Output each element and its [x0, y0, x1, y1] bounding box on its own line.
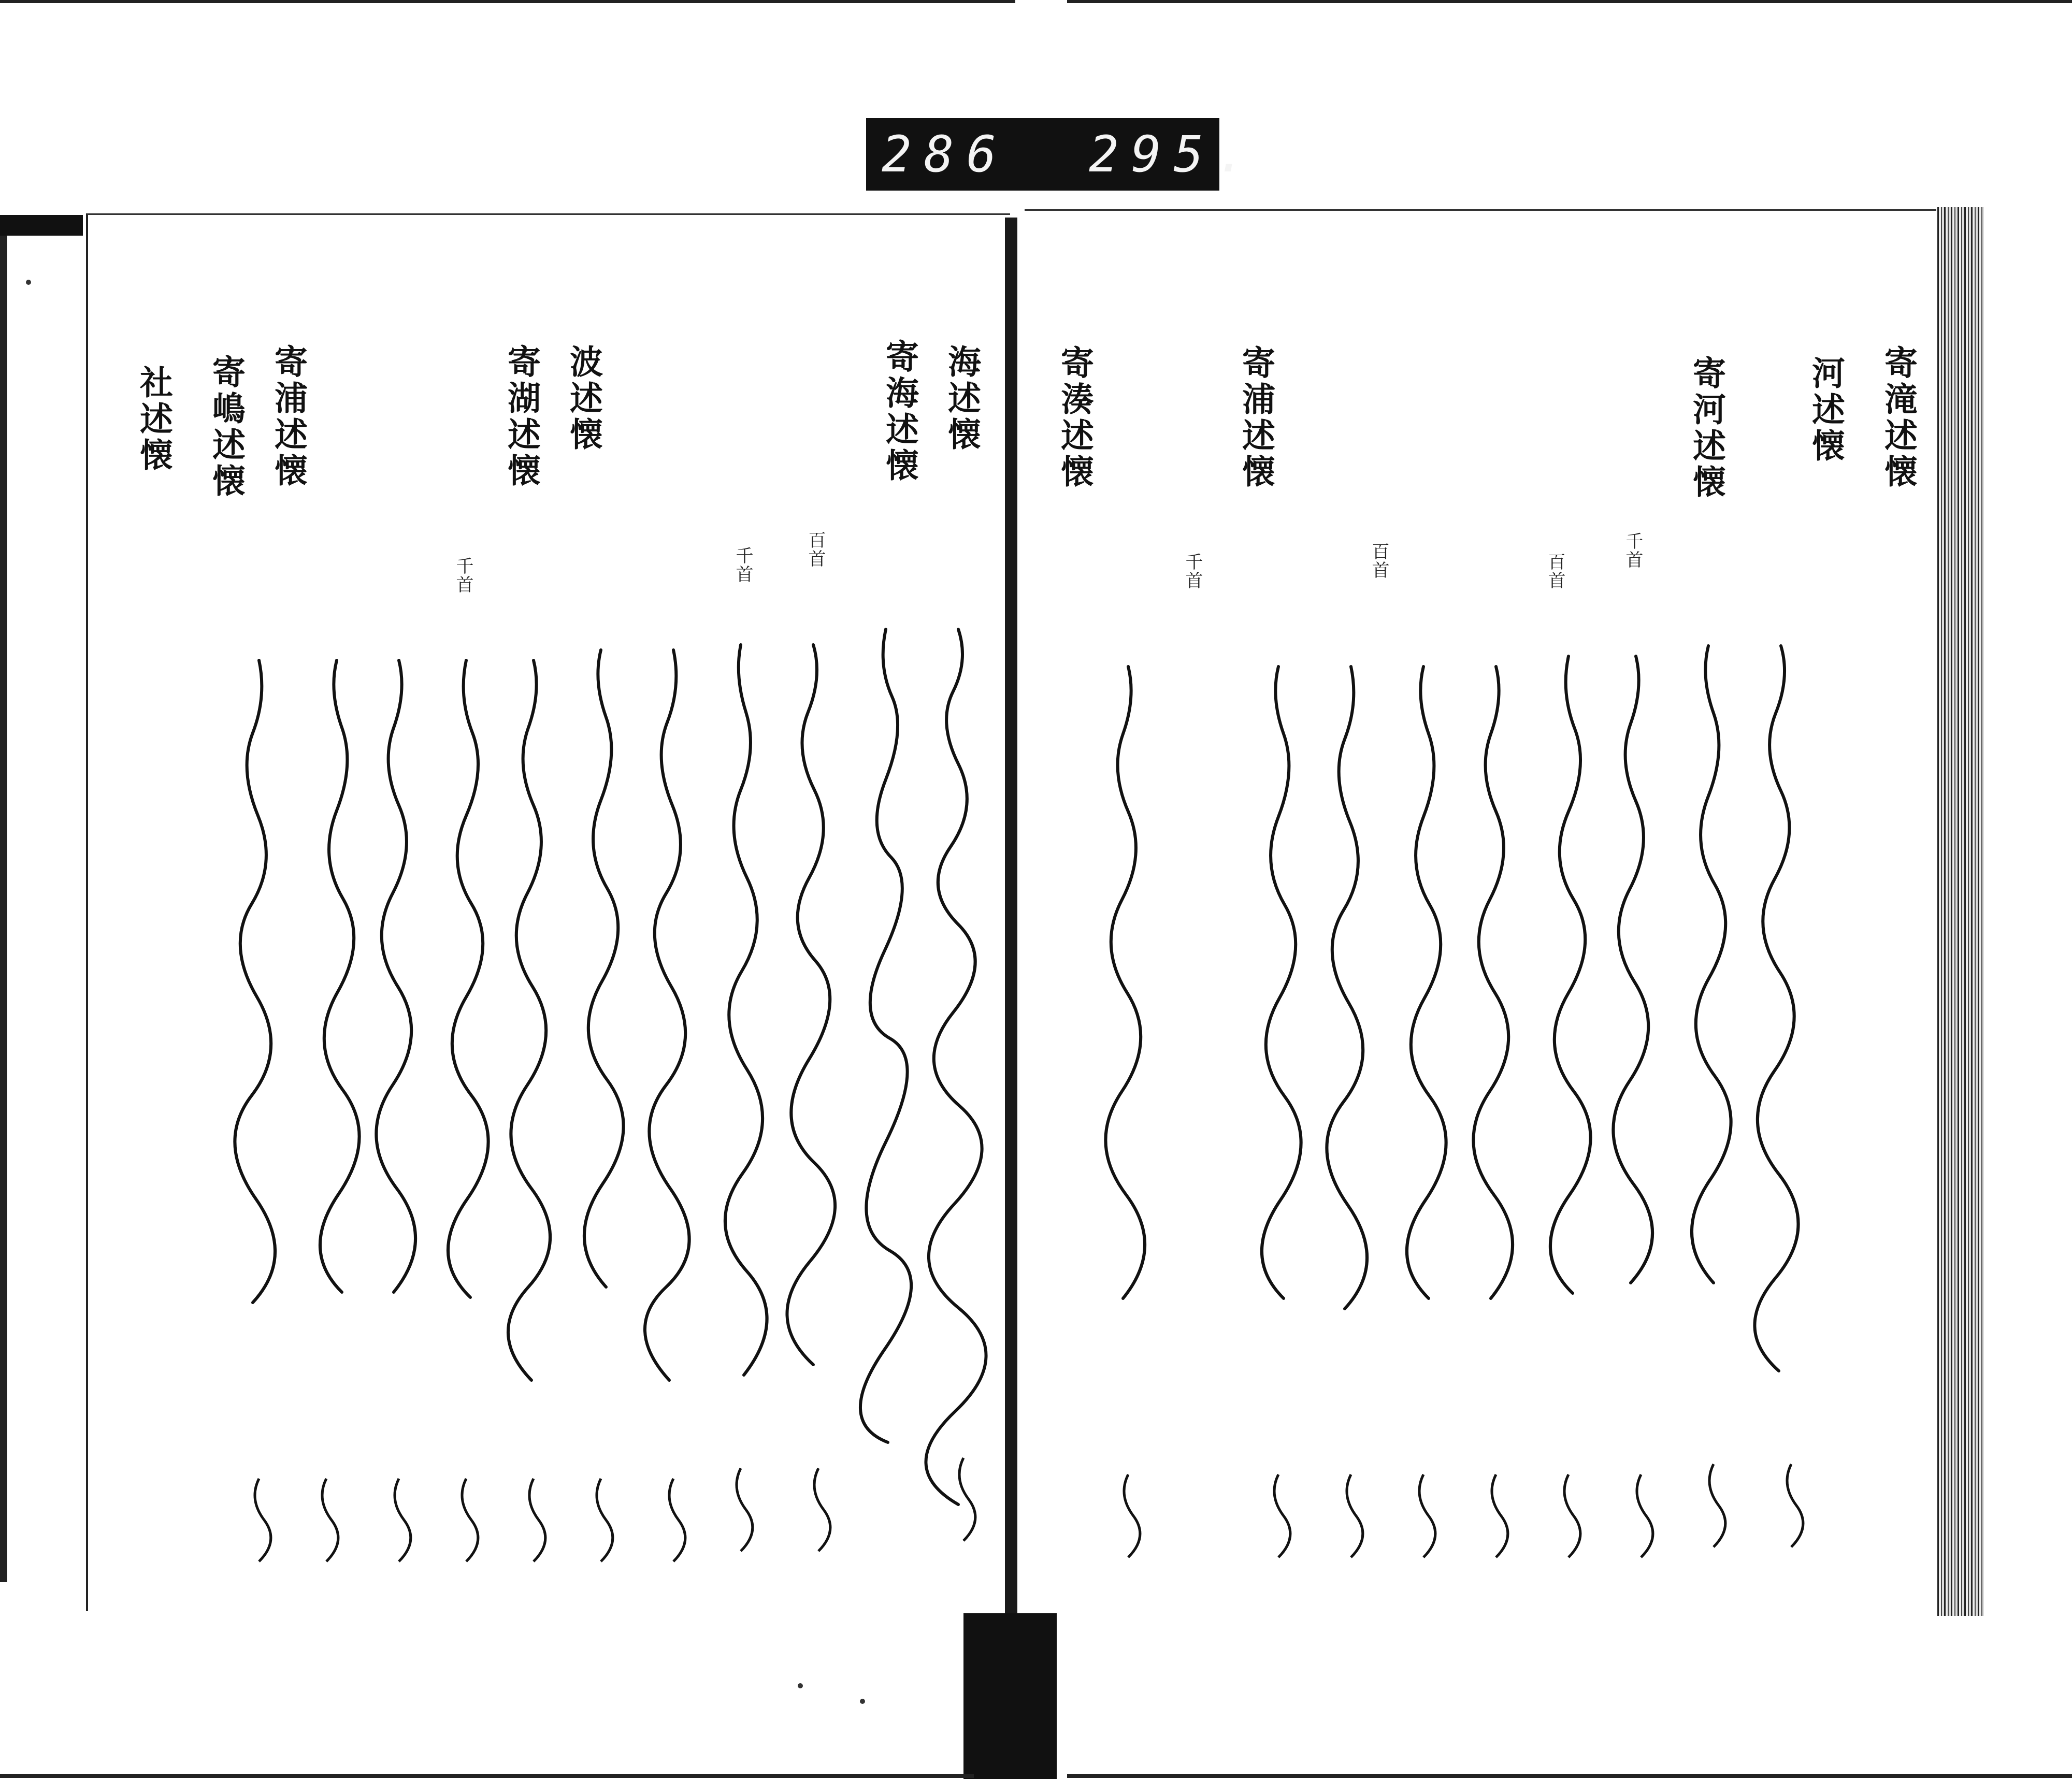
poem-title: 寄滝述懐: [1879, 345, 1918, 490]
source-annotation: 百首: [805, 531, 826, 568]
right-page: [1025, 209, 1936, 1611]
book-fore-edge: [1937, 207, 1984, 1616]
scan-top-rule-left: [0, 0, 1015, 3]
left-page: [86, 213, 1010, 1611]
poem-title: 社述懐: [134, 365, 173, 474]
left-page-shadow: [0, 215, 83, 236]
frame-number-right: 295.: [1089, 125, 1259, 183]
bottom-spine-shadow: [963, 1613, 1057, 1779]
scan-bottom-rule-left: [0, 1774, 974, 1778]
source-annotation: 百首: [1545, 553, 1565, 590]
poem-title: 寄湊述懐: [1055, 345, 1094, 490]
left-page-edge: [0, 236, 7, 1582]
poem-title: 寄浦述懐: [1236, 345, 1275, 490]
scan-bottom-rule-right: [1067, 1774, 2072, 1778]
cursive-text-strokes: [1025, 211, 1936, 1611]
frame-number-plate: [866, 118, 1259, 191]
scan-speck: [860, 1699, 865, 1704]
book-gutter: [1005, 218, 1017, 1616]
frame-number-left: 286: [882, 125, 1009, 183]
poem-title: 寄嶋述懐: [207, 355, 246, 500]
poem-title: 寄浦述懐: [269, 344, 308, 489]
scan-top-rule-right: [1067, 0, 2072, 3]
poem-title: 波述懐: [564, 344, 603, 453]
source-annotation: 百首: [1369, 542, 1389, 580]
poem-title: 寄海述懐: [880, 339, 919, 484]
source-annotation: 千首: [453, 557, 473, 594]
poem-title: 寄湖述懐: [502, 344, 541, 489]
source-annotation: 千首: [1622, 532, 1643, 569]
scan-speck: [798, 1683, 803, 1688]
poem-title: 寄河述懐: [1687, 356, 1726, 501]
scan-speck: [26, 280, 31, 285]
cursive-text-strokes: [88, 215, 1010, 1611]
poem-title: 海述懐: [942, 344, 981, 453]
poem-title: 河述懐: [1806, 356, 1845, 465]
source-annotation: 千首: [732, 546, 753, 584]
source-annotation: 千首: [1182, 553, 1203, 590]
